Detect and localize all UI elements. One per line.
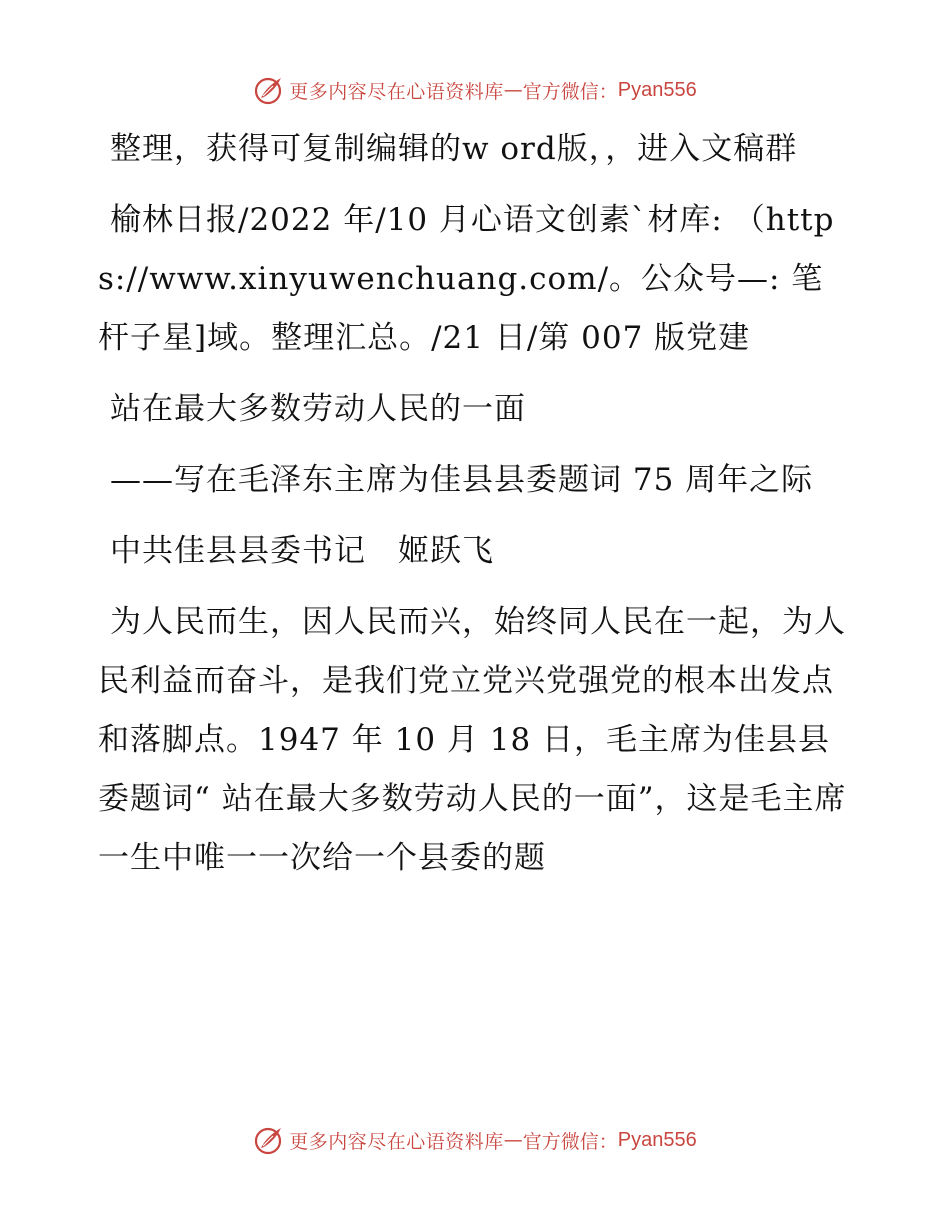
- header-watermark: [0, 70, 950, 110]
- watermark-separator: —: [503, 1129, 523, 1151]
- paragraph-body: 为人民而生，因人民而兴，始终同人民在一起，为人民利益而奋斗，是我们党立党兴党强党的根本出发点和落脚点。1947 年 10 月 18 日，毛主席为佳县县委题词“ 站在最大多数劳动人民的一面”，这是毛主席一生中唯一一次给一个县委的题: [98, 604, 847, 876]
- feather-pen-logo-icon: [253, 1124, 285, 1156]
- watermark-wechat-id: Pyan556: [617, 78, 697, 101]
- paragraph-intro: 整理，获得可复制编辑的w ord版，，进入文稿群: [110, 131, 798, 167]
- watermark-separator: —: [503, 79, 523, 101]
- watermark-wechat-label: 官方微信：: [522, 1130, 618, 1153]
- footer-watermark: [0, 1120, 950, 1160]
- watermark-text: 更多内容尽在心语资料库: [289, 1130, 504, 1153]
- paragraph-source: 榆林日报/2022 年/10 月心语文创素`材库: （https://www.xinyuwenchuang.com/。公众号—: 笔杆子星]域。整理汇总。/21 日/第 007 版党建: [98, 202, 835, 356]
- feather-pen-logo-icon: [253, 74, 285, 106]
- watermark-text: 更多内容尽在心语资料库: [289, 80, 504, 103]
- watermark-wechat-label: 官方微信：: [522, 80, 618, 103]
- document-body: [98, 120, 854, 900]
- watermark-wechat-id: Pyan556: [617, 1128, 697, 1151]
- article-subtitle: ——写在毛泽东主席为佳县县委题词 75 周年之际: [110, 462, 814, 498]
- article-author: 中共佳县县委书记 姬跃飞: [110, 533, 494, 569]
- article-title: 站在最大多数劳动人民的一面: [110, 391, 526, 427]
